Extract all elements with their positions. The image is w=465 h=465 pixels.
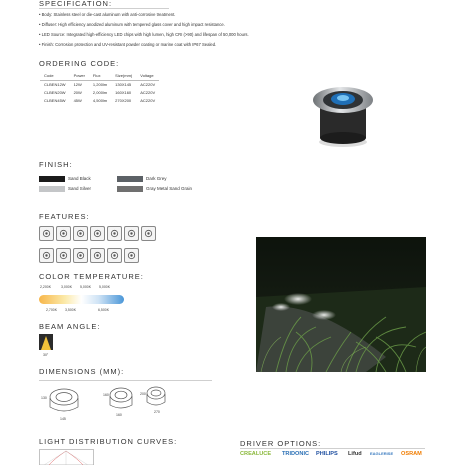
beam-angle-icon (39, 334, 53, 350)
thermal-icon (107, 248, 122, 263)
product-image (305, 70, 380, 150)
table-cell: CLBEN20W (44, 89, 66, 95)
dimension-label: 130 (41, 396, 47, 400)
table-cell: CLBEN12W (44, 81, 66, 87)
dimensions-title: DIMENSIONS (MM): (39, 367, 125, 376)
finish-label: Sand Silver (68, 186, 92, 191)
cct-label: 2,200K (40, 285, 52, 289)
table-cell: 45W (73, 97, 82, 103)
dimension-label: 200 (140, 392, 146, 396)
table-cell: 20W (73, 89, 82, 95)
driver-brand-creal: CREALUCE (240, 451, 272, 457)
finish-label: Gray Metal Sand Grain (146, 186, 193, 191)
table-cell: 160X160 (115, 89, 132, 95)
table-cell: 4,500lm (92, 97, 108, 103)
ordering-title: ORDERING CODE: (39, 59, 120, 68)
divider (39, 380, 212, 381)
lifespan-icon (124, 226, 139, 241)
column-header: Size(mm) (111, 72, 136, 80)
dimension-label: 145 (60, 417, 66, 421)
table-row (40, 80, 159, 88)
driver-brand-lifud: Lifud (348, 451, 362, 457)
color-temperature-bar (39, 295, 124, 304)
cct-label: 6,500K (98, 308, 110, 312)
dimension-label: 160 (116, 413, 122, 417)
power-factor-icon (73, 226, 88, 241)
aluminum-body-icon (39, 226, 54, 241)
spec-item: • Body: Stainless steel or die-cast aluminum with anti-corrosive treatment. (39, 12, 176, 17)
finish-title: FINISH: (39, 160, 73, 169)
divider (240, 448, 425, 449)
color-temperature-title: COLOR TEMPERATURE: (39, 272, 144, 281)
cct-label: 3,000K (61, 285, 73, 289)
energy-saving-icon (124, 248, 139, 263)
cct-label: 5,000K (80, 285, 92, 289)
dimension-label: 160 (103, 393, 109, 397)
dimension-label: 270 (154, 410, 160, 414)
finish-label: Dark Grey (146, 176, 167, 181)
spec-item: • Diffuser: High efficiency anodized aluminum with tempered glass cover and high impact resistance. (39, 22, 225, 27)
table-header-row (40, 72, 159, 80)
divider (39, 8, 169, 9)
beam-angle-value: 30° (43, 353, 49, 357)
cct-label: 5,000K (99, 285, 111, 289)
finish-swatch-sand-silver (39, 186, 65, 192)
waterproof-icon (39, 248, 54, 263)
driver-brand-osram: OSRAM (401, 451, 422, 457)
table-row (40, 96, 159, 104)
cct-label: 2,700K (46, 308, 58, 312)
beam-angle-title: BEAM ANGLE: (39, 322, 101, 331)
driver-brand-philips: PHILIPS (316, 451, 338, 457)
finish-label: Sand Black (68, 176, 91, 181)
column-header: Power (70, 72, 89, 80)
spec-item: • Finish: Corrosion protection and UV-resistant powder coating or marine coat with IP67 Sealed. (39, 42, 217, 47)
table-cell: CLBEN45W (44, 97, 66, 103)
ordering-table (40, 72, 159, 104)
light-distribution-title: LIGHT DISTRIBUTION CURVES: (39, 437, 178, 446)
finish-swatch-sand-black (39, 176, 65, 182)
table-row (40, 88, 159, 96)
table-cell: AC220V (140, 81, 156, 87)
driver-brand-tridonic: TRIDONIC (282, 451, 310, 457)
beam-icon (107, 226, 122, 241)
temperature-icon (56, 248, 71, 263)
column-header: Code (40, 72, 70, 80)
table-cell: 130X145 (115, 81, 132, 87)
column-header: Voltage (136, 72, 159, 80)
features-title: FEATURES: (39, 212, 90, 221)
protection-icon (73, 248, 88, 263)
driver-options-title: DRIVER OPTIONS: (240, 439, 322, 448)
finish-swatch-dark-grey (117, 176, 143, 182)
cri-icon (90, 226, 105, 241)
warranty-icon (141, 226, 156, 241)
column-header: Flux (89, 72, 111, 80)
specification-title: SPECIFICATION: (39, 0, 113, 8)
table-cell: 270X200 (115, 97, 132, 103)
table-cell: 2,000lm (92, 89, 108, 95)
ip-rating-icon (56, 226, 71, 241)
garden-photo (256, 237, 426, 372)
table-cell: 12W (73, 81, 82, 87)
spec-item: • LED Source: Integrated high-efficiency LED chips with high lumen, high CRI (>90) and lifespan of 50,000 hours. (39, 32, 249, 37)
table-cell: AC220V (140, 97, 156, 103)
light-distribution-chart (39, 449, 94, 465)
driver-brand-eaglerise: EAGLERISE (370, 451, 394, 456)
table-cell: 1,200lm (92, 81, 108, 87)
dimmable-icon (90, 248, 105, 263)
finish-swatch-gray-metal (117, 186, 143, 192)
cct-label: 3,500K (65, 308, 77, 312)
table-cell: AC220V (140, 89, 156, 95)
